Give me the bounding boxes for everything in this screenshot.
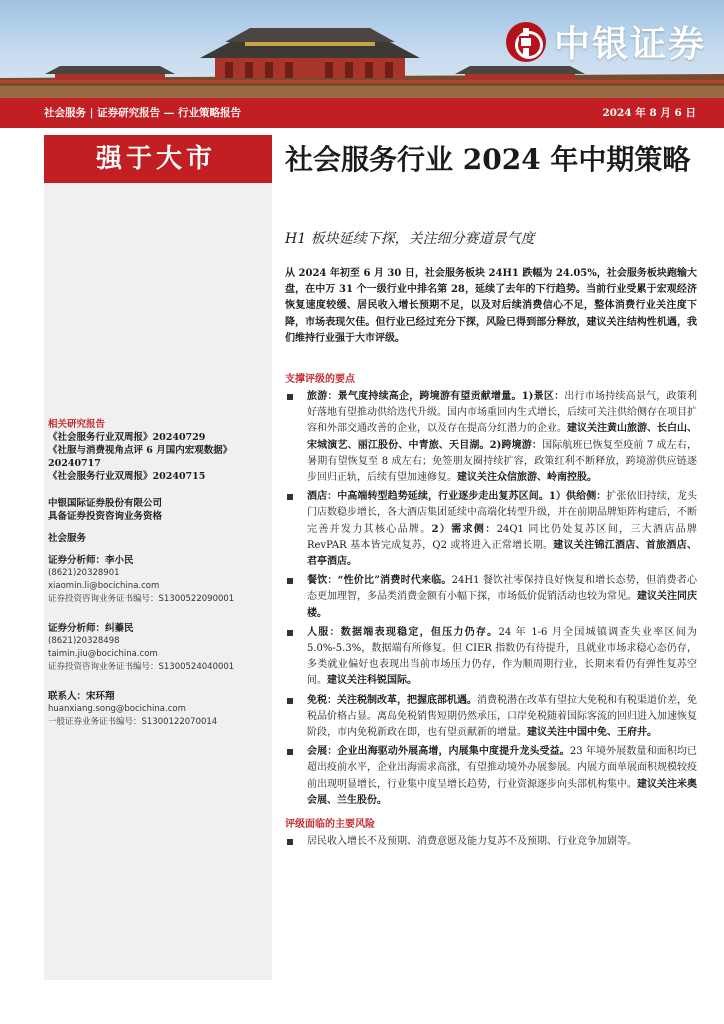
rating-support-section	[285, 370, 697, 853]
report-category: 社会服务 | 证券研究报告 — 行业策略报告	[44, 107, 241, 119]
analyst-1-email[interactable]: xiaomin.li@bocichina.com	[48, 581, 160, 591]
report-date: 2024 年 8 月 6 日	[602, 107, 696, 119]
related-report-2[interactable]: 《社服与消费视角点评 6 月国内宏观数据》20240717	[48, 445, 233, 469]
bullet-hotel: 酒店：中高端转型趋势延续，行业逐步走出复苏区间。1）供给侧：扩张依旧持续，龙头门店数稳步增长，各大酒店集团延续中高端化转型升级，并在前期品牌矩阵构建后，不断完善并发力其核心品牌。2）需求侧：24Q1 同比仍处复苏区间，三大酒店品牌 RevPAR 基本皆完成复苏，Q2 或将进入正常增长期。建议关注锦江酒店、首旅酒店、君亭酒店。	[285, 489, 697, 570]
org-qualification: 具备证券投资咨询业务资格	[48, 511, 163, 522]
report-title: 社会服务行业 2024 年中期策略	[285, 143, 691, 176]
bullet-square-icon	[287, 698, 293, 704]
related-reports	[48, 418, 268, 483]
risk-bullet-list	[285, 834, 697, 850]
analyst-2-phone: (8621)20328498	[48, 636, 120, 646]
section-heading-support: 支撑评级的要点	[285, 374, 355, 385]
brand-name: 中银证券	[553, 24, 706, 65]
bank-logo-icon	[506, 22, 546, 62]
analyst-1-cert: 证券投资咨询业务证书编号：S1300522090001	[48, 594, 235, 604]
contact-person	[48, 690, 268, 729]
sidebar	[44, 135, 272, 980]
report-subtitle: H1 板块延续下探，关注细分赛道景气度	[285, 231, 535, 247]
summary-paragraph: 从 2024 年初至 6 月 30 日，社会服务板块 24H1 跌幅为 24.05%，社会服务板块跑输大盘，在中万 31 个一级行业中排名第 28，延续了去年的下行趋势。当前行业受累于宏观经济恢复速度较缓、居民收入增长预期不足，以及对后续消费信心不足，整体消费行业关注度下降，市场表现欠佳。但行业已经过充分下探，风险已得到部分释放，建议关注结构性机遇，我们维持行业强于大市评级。	[285, 268, 697, 344]
analyst-2-email[interactable]: taimin.jiu@bocichina.com	[48, 649, 158, 659]
section-heading-risks: 评级面临的主要风险	[285, 819, 375, 831]
org-name: 中银国际证券股份有限公司	[48, 498, 163, 509]
header-banner	[0, 0, 724, 98]
bullet-square-icon	[287, 394, 293, 400]
contact-email[interactable]: huanxiang.song@bocichina.com	[48, 704, 186, 714]
analyst-2-cert: 证券投资咨询业务证书编号：S1300524040001	[48, 662, 235, 672]
analyst-2-role: 证券分析师：纠蓁民	[48, 623, 134, 634]
rating-badge: 强于大市	[44, 135, 272, 183]
organization	[48, 497, 268, 523]
analyst-1-phone: (8621)20328901	[48, 568, 120, 578]
bullet-duty-free: 免税：关注税制改革，把握底部机遇。消费税潜在改革有望拉大免税和有税渠道价差，免税品价格占显。离岛免税销售短期仍然承压，口岸免税随着国际客流的回归进入加速恢复阶段，市内免税新政在即，也有望贡献新的增量。建议关注中国中免、王府井。	[285, 693, 697, 742]
bullet-tourism: 旅游：景气度持续高企，跨境游有望贡献增量。1)景区：出行市场持续高景气，政策利好落地有望推动供给迭代升级。国内市场重回内生式增长，后续可关注供给侧存在项目扩容和外部交通改善的企业，以及存在提高分红潜力的企业。建议关注黄山旅游、长白山、宋城演艺、丽江股份、中青旅、天目湖。2)跨境游：国际航班已恢复至疫前 7 成左右，暑期有望恢复至 8 成左右；免签朋友圈持续扩容，政策红利不断释放，跨境游供应链逐步回归正轨，后续有望加速修复。建议关注众信旅游、岭南控股。	[285, 389, 697, 486]
industry-name: 社会服务	[48, 533, 87, 544]
support-bullet-list	[285, 389, 697, 809]
bullet-square-icon	[287, 578, 293, 584]
related-report-1[interactable]: 《社会服务行业双周报》20240729	[48, 432, 206, 443]
analyst-1	[48, 554, 268, 606]
bullet-catering: 餐饮：“性价比”消费时代来临。24H1 餐饮社零保持良好恢复和增长态势，但消费者心态更加理智，多品类消费金额有小幅下探，市场低价促销活动也较为常见。建议关注同庆楼。	[285, 573, 697, 622]
bullet-square-icon	[287, 839, 293, 845]
bullet-hr-services: 人服：数据端表现稳定，但压力仍存。24 年 1-6 月全国城镇调查失业率区间为 5.0%-5.3%，数据端有所修复。但 CIER 指数仍有待提升，且就业市场求稳心态仍存，多类就业偏好也表现出当前市场压力仍存，作为顺周期行业，长期来看仍有弹性复苏空间。建议关注科锐国际。	[285, 625, 697, 690]
contact-cert: 一般证券业务证书编号：S1300122070014	[48, 717, 218, 727]
related-title: 相关研究报告	[48, 419, 106, 430]
bullet-square-icon	[287, 749, 293, 755]
industry-label	[48, 532, 268, 545]
contact-role: 联系人：宋环翔	[48, 691, 115, 702]
analyst-1-role: 证券分析师：李小民	[48, 555, 134, 566]
brand-logo	[506, 16, 706, 67]
risk-item: 居民收入增长不及预期、消费意愿及能力复苏不及预期、行业竞争加剧等。	[285, 834, 697, 850]
analyst-2	[48, 622, 268, 674]
related-report-3[interactable]: 《社会服务行业双周报》20240715	[48, 471, 206, 482]
bullet-square-icon	[287, 494, 293, 500]
bullet-square-icon	[287, 630, 293, 636]
report-header-strip	[0, 98, 724, 128]
bullet-exhibition: 会展：企业出海驱动外展高增，内展集中度提升龙头受益。23 年境外展数量和面积均已超出疫前水平，企业出海需求高涨，有望推动境外办展参展。内展方面单展面积规模较疫前出现明显增长，行业集中度呈增长趋势，行业资源逐步向头部机构集中。建议关注米奥会展、兰生股份。	[285, 744, 697, 809]
